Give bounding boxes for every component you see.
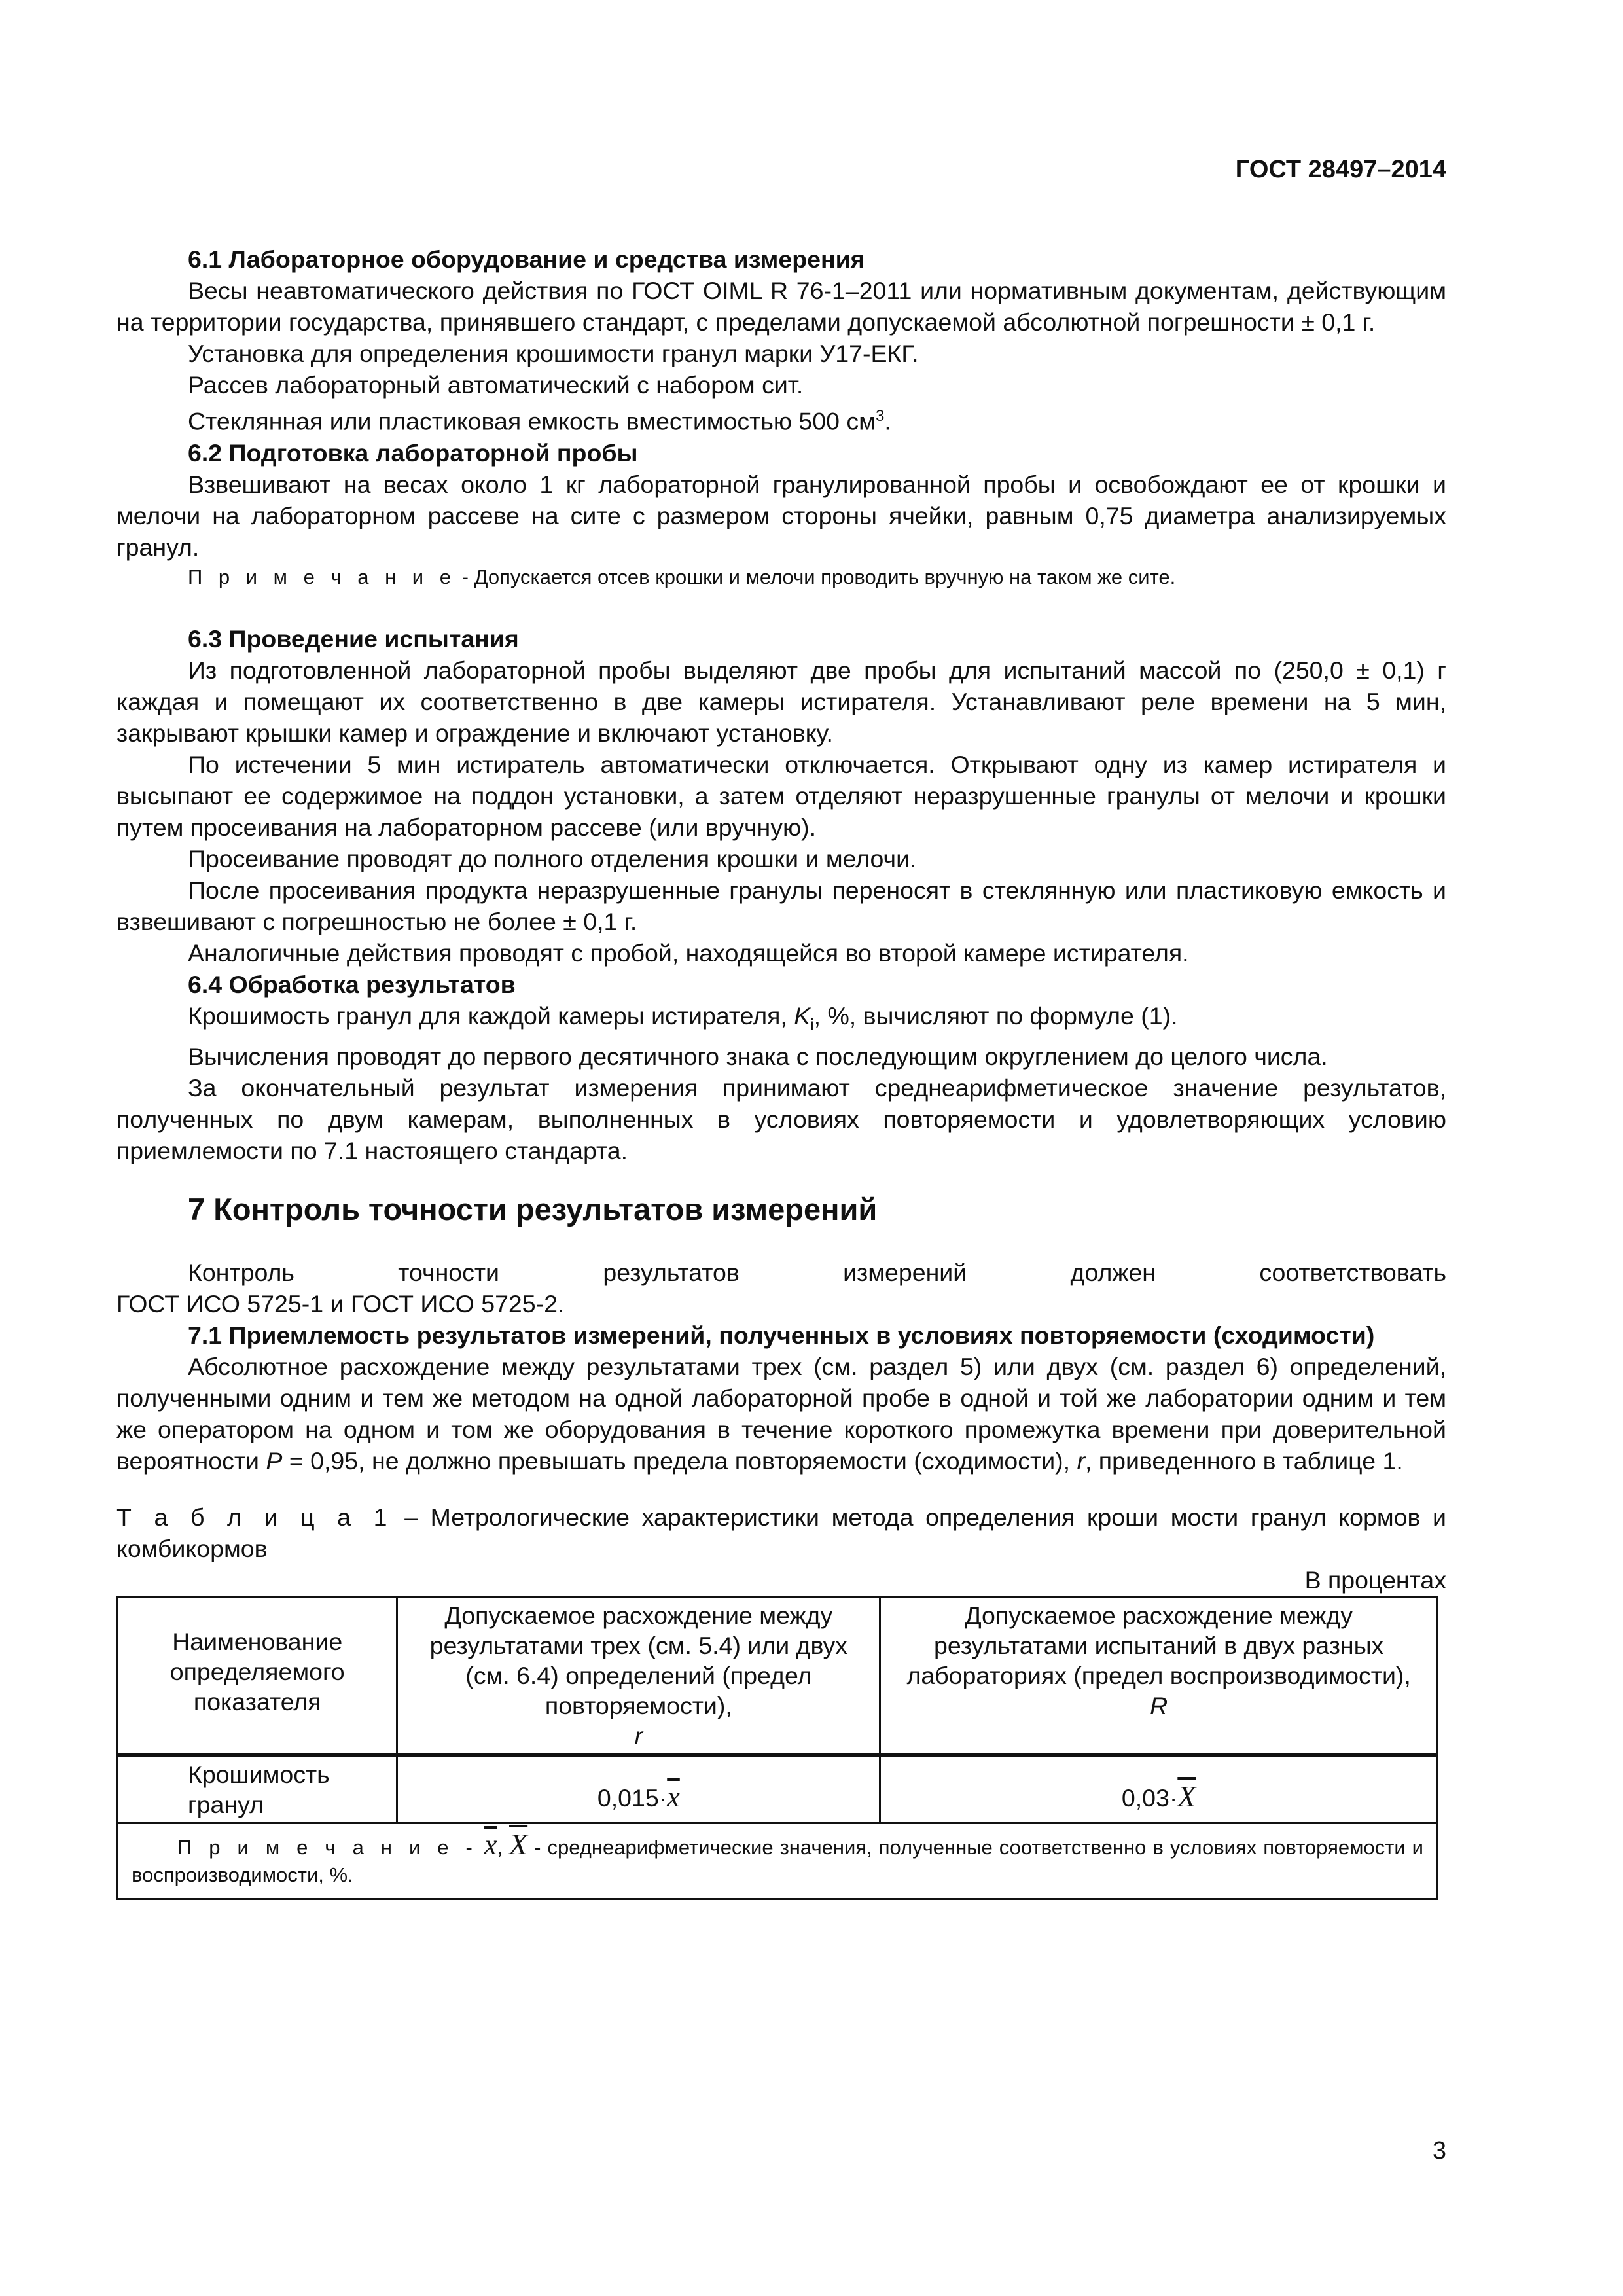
section-6-3-paragraph: Аналогичные действия проводят с пробой, находящейся во второй камере истирателя. (188, 939, 1189, 967)
section-6-4-paragraph: Крошимость гранул для каждой камеры истирателя, $K_i$, %, вычисляют по формуле (1). (188, 1001, 1178, 1033)
header-cell-repeatability: Допускаемое расхождение между результатами трех (см. 5.4) или двух (см. 6.4) определений (предел повторяемости), r (397, 1597, 880, 1755)
document-body (116, 243, 1446, 1900)
section-6-3-paragraph: Просеивание проводят до полного отделения крошки и мелочи. (188, 844, 917, 872)
section-6-2-paragraph: Взвешивают на весах около 1 кг лабораторной гранулированной пробы и освобождают ее от крошки и мелочи на лабораторном рассеве на сите с размером стороны ячейки, равным 0,75 диаметра анализируемых гранул. (116, 470, 1446, 561)
section-6-3-paragraph: После просеивания продукта неразрушенные гранулы переносят в стеклянную или пластиковую емкость и взвешивают с погрешностью не более ± 0,1 г. (116, 876, 1446, 935)
section-6-1-paragraph: Рассев лабораторный автоматический с набором сит. (188, 371, 804, 399)
document-page (116, 0, 1446, 2296)
table-header-row (118, 1597, 1438, 1755)
header-cell-indicator: Наименование определяемого показателя (118, 1597, 397, 1755)
header-cell-reproducibility: Допускаемое расхождение между результатами испытаний в двух разных лабораториях (предел воспроизводимости), R (880, 1597, 1438, 1755)
section-6-1-paragraph: Весы неавтоматического действия по ГОСТ OIML R 76-1–2011 или нормативным документам, действующим на территории государства, принявшего стандарт, с пределами допускаемой абсолютной погрешности ± 0,1 г. (116, 277, 1446, 336)
cell-indicator-name: Крошимость гранул (118, 1755, 397, 1823)
section-7-title: 7 Контроль точности результатов измерений (188, 1192, 878, 1227)
cell-repeatability-value: $0,015\cdot\overline{x}$ (397, 1755, 880, 1823)
section-6-1-paragraph: Стеклянная или пластиковая емкость вместимостью 500 $см^3$. (188, 407, 891, 435)
section-6-4-paragraph: Вычисления проводят до первого десятичного знака с последующим округлением до целого числа. (188, 1043, 1328, 1070)
section-7-1-paragraph: Абсолютное расхождение между результатами трех (см. раздел 5) или двух (см. раздел 6) определений, полученными одним и тем же методом на одной лабораторной пробе в одной и той же лаборатории одним и тем же оператором на одном и том же оборудования в течение короткого промежутка времени при доверительной вероятности P = 0,95, не должно превышать предела повторяемости (сходимости), r, приведенного в таблице 1. (116, 1353, 1446, 1475)
metrology-table (116, 1596, 1438, 1900)
section-7-paragraph-line: ГОСТ ИСО 5725-1 и ГОСТ ИСО 5725-2. (116, 1290, 565, 1318)
section-6-1-paragraph: Установка для определения крошимости гранул марки У17-ЕКГ. (188, 340, 919, 367)
table-note-row (118, 1823, 1438, 1899)
table-row (118, 1755, 1438, 1823)
section-6-2-note: П р и м е ч а н и е - Допускается отсев крошки и мелочи проводить вручную на таком же сите. (188, 565, 1176, 588)
section-6-3-title: 6.3 Проведение испытания (188, 624, 519, 653)
section-6-4-paragraph: За окончательный результат измерения принимают среднеарифметическое значение результатов, полученных по двум камерам, выполненных в условиях повторяемости и удовлетворяющих условию приемлемости по 7.1 настоящего стандарта. (116, 1074, 1446, 1164)
cell-reproducibility-value: $0,03\cdot\overline{X}$ (880, 1755, 1438, 1823)
section-7-paragraph-line: Контроль точности результатов измерений должен соответствовать (188, 1259, 1446, 1286)
standard-header: ГОСТ 28497–2014 (1235, 156, 1446, 183)
section-6-3-paragraph: Из подготовленной лабораторной пробы выделяют две пробы для испытаний массой по (250,0 ± 0,1) г каждая и помещают их соответственно в две камеры истирателя. Устанавливают реле времени на 5 мин, закрывают крышки камер и ограждение и включают установку. (116, 656, 1446, 747)
table-note: П р и м е ч а н и е - $\overline{x}$, $\overline{X}$ - среднеарифметические значения, полученные соответственно в условиях повторяемости и воспроизводимости, %. (118, 1823, 1438, 1899)
section-6-1-title: 6.1 Лабораторное оборудование и средства измерения (188, 245, 865, 273)
table-units: В процентах (1304, 1566, 1446, 1594)
section-6-2-title: 6.2 Подготовка лабораторной пробы (188, 439, 638, 467)
table-caption: Т а б л и ц а 1 – Метрологические характеристики метода определения кроши мости гранул кормов и комбикормов (116, 1503, 1446, 1562)
section-6-4-title: 6.4 Обработка результатов (188, 970, 516, 998)
page-number: 3 (1432, 2137, 1446, 2164)
section-7-1-title: 7.1 Приемлемость результатов измерений, полученных в условиях повторяемости (сходимости) (188, 1321, 1375, 1349)
section-6-3-paragraph: По истечении 5 мин истиратель автоматически отключается. Открывают одну из камер истирателя и высыпают ее содержимое на поддон установки, а затем отделяют неразрушенные гранулы от мелочи и крошки путем просеивания на лабораторном рассеве (или вручную). (116, 750, 1446, 841)
